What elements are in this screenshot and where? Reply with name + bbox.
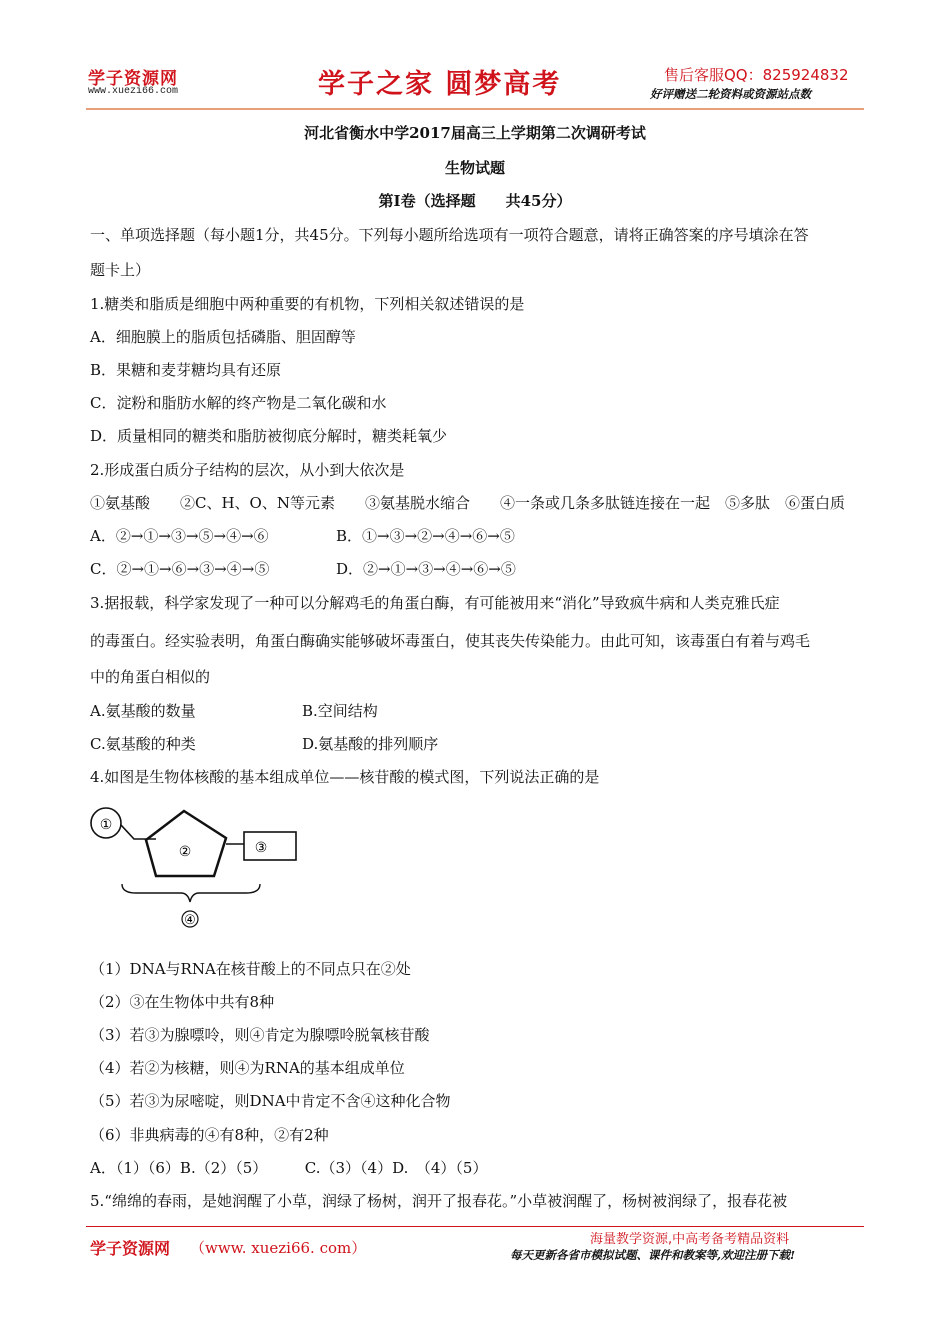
q4-options: A．（1）（6）B.（2）（5） C.（3）（4）D. （4）（5） (90, 1159, 488, 1177)
header-qq: 售后客服QQ：825924832 (664, 66, 849, 84)
header-note: 好评赠送二轮资料或资源站点数 (650, 87, 811, 101)
header-divider (86, 108, 864, 110)
q1-option-a: A．细胞膜上的脂质包括磷脂、胆固醇等 (90, 328, 356, 346)
q4-statement-2: （2）③在生物体中共有8种 (90, 993, 275, 1011)
instructions-line-2: 题卡上） (90, 261, 151, 279)
label-4: ④ (184, 913, 196, 928)
label-3: ③ (254, 840, 268, 856)
nucleotide-diagram (86, 798, 306, 938)
q1-option-b: B．果糖和麦芽糖均具有还原 (90, 361, 282, 379)
q3-option-a: A.氨基酸的数量 (90, 702, 196, 720)
instructions-line-1: 一、单项选择题（每小题1分，共45分。下列每小题所给选项有一项符合题意，请将正确答案的序号填涂在答 (90, 226, 809, 244)
footer-url[interactable]: （www. xuezi66. com） (190, 1239, 367, 1257)
q2-stem: 2.形成蛋白质分子结构的层次，从小到大依次是 (90, 461, 405, 479)
q4-statement-4: （4）若②为核糖，则④为RNA的基本组成单位 (90, 1059, 405, 1077)
label-1: ① (99, 817, 113, 833)
q4-statement-6: （6）非典病毒的④有8种，②有2种 (90, 1126, 329, 1144)
q4-statement-5: （5）若③为尿嘧啶，则DNA中肯定不含④这种化合物 (90, 1092, 451, 1110)
q3-option-d: D.氨基酸的排列顺序 (302, 735, 439, 753)
q2-option-c: C．②→①→⑥→③→④→⑤ (90, 560, 270, 578)
q1-option-d: D．质量相同的糖类和脂肪被彻底分解时，糖类耗氧少 (90, 427, 448, 445)
footer-tagline: 海量教学资源,中高考备考精品资料 (590, 1232, 790, 1247)
q2-option-a: A．②→①→③→⑤→④→⑥ (90, 527, 269, 545)
exam-title: 河北省衡水中学2017届高三上学期第二次调研考试 (304, 124, 646, 142)
q5-stem: 5.“绵绵的春雨，是她润醒了小草，润绿了杨树，润开了报春花。”小草被润醒了，杨树被润绿了，报春花被 (90, 1192, 788, 1210)
q3-option-c: C.氨基酸的种类 (90, 735, 196, 753)
brace (122, 884, 260, 902)
base-rectangle (244, 832, 296, 860)
q3-line-2: 的毒蛋白。经实验表明，角蛋白酶确实能够破坏毒蛋白，使其丧失传染能力。由此可知，该毒蛋白有着与鸡毛 (90, 632, 811, 650)
subject-title: 生物试题 (444, 159, 505, 177)
q1-option-c: C．淀粉和脂肪水解的终产物是二氧化碳和水 (90, 394, 387, 412)
section-title: 第Ⅰ卷（选择题 共45分） (378, 192, 572, 210)
footer-note: 每天更新各省市模拟试题、课件和教案等,欢迎注册下载! (510, 1248, 796, 1262)
q4-stem: 4.如图是生物体核酸的基本组成单位——核苷酸的模式图，下列说法正确的是 (90, 768, 600, 786)
label-2: ② (178, 844, 192, 860)
q1-stem: 1.糖类和脂质是细胞中两种重要的有机物，下列相关叙述错误的是 (90, 295, 525, 313)
q4-statement-1: （1）DNA与RNA在核苷酸上的不同点只在②处 (90, 960, 411, 978)
header-slogan: 学子之家 圆梦高考 (318, 69, 562, 100)
q3-option-b: B.空间结构 (302, 702, 378, 720)
q2-option-d: D．②→①→③→④→⑥→⑤ (336, 560, 516, 578)
header-url[interactable]: www.xuezi66.com (88, 86, 179, 97)
header-logo: 学子资源网 (88, 69, 178, 89)
q2-items: ①氨基酸 ②C、H、O、N等元素 ③氨基脱水缩合 ④一条或几条多肽链连接在一起 ⑤多肽 ⑥蛋白质 (90, 494, 845, 512)
q3-line-1: 3.据报载，科学家发现了一种可以分解鸡毛的角蛋白酶，有可能被用来“消化”导致疯牛病和人类克雅氏症 (90, 594, 780, 612)
q4-statement-3: （3）若③为腺嘌呤，则④肯定为腺嘌呤脱氧核苷酸 (90, 1026, 430, 1044)
q2-option-b: B．①→③→②→④→⑥→⑤ (336, 527, 515, 545)
q3-line-3: 中的角蛋白相似的 (90, 668, 211, 686)
footer-divider (86, 1226, 864, 1227)
footer-logo: 学子资源网 (90, 1239, 171, 1258)
